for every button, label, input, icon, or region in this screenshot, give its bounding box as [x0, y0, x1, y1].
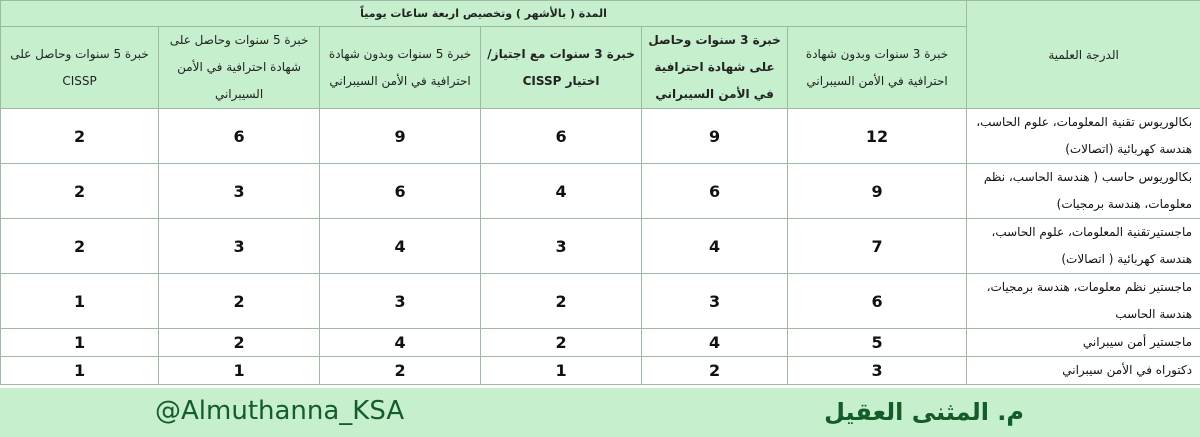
value-cell: 4 [642, 329, 788, 357]
value-cell: 12 [788, 109, 967, 164]
degree-cell: ماجستيرتقنية المعلومات، علوم الحاسب، هندسة كهربائية ( اتصالات) [967, 219, 1200, 274]
value-cell: 6 [788, 274, 967, 329]
value-cell: 1 [159, 357, 320, 385]
table-row [1, 329, 1200, 357]
duration-header: المدة ( بالأشهر ) وتخصيص اربعة ساعات يومياً [1, 1, 967, 27]
value-cell: 1 [481, 357, 642, 385]
table-row [1, 109, 1200, 164]
degree-cell: بكالوريوس تقنية المعلومات، علوم الحاسب، هندسة كهربائية (اتصالات) [967, 109, 1200, 164]
value-cell: 2 [1, 109, 159, 164]
degree-header: الدرجة العلمية [967, 1, 1200, 109]
column-header-6: خبرة 5 سنوات وحاصل على CISSP [1, 27, 159, 109]
value-cell: 4 [320, 329, 481, 357]
value-cell: 3 [642, 274, 788, 329]
value-cell: 2 [1, 164, 159, 219]
value-cell: 1 [1, 329, 159, 357]
table-row [1, 164, 1200, 219]
value-cell: 1 [1, 274, 159, 329]
value-cell: 4 [481, 164, 642, 219]
value-cell: 6 [320, 164, 481, 219]
header-row-top [1, 1, 1200, 27]
value-cell: 4 [642, 219, 788, 274]
value-cell: 2 [642, 357, 788, 385]
value-cell: 3 [320, 274, 481, 329]
degree-cell: ماجستير أمن سيبراني [967, 329, 1200, 357]
degree-cell: بكالوريوس حاسب ( هندسة الحاسب، نظم معلومات، هندسة برمجيات) [967, 164, 1200, 219]
value-cell: 3 [788, 357, 967, 385]
column-header-5: خبرة 5 سنوات وحاصل على شهادة احترافية في الأمن السيبراني [159, 27, 320, 109]
degree-cell: ماجستير نظم معلومات، هندسة برمجيات، هندسة الحاسب [967, 274, 1200, 329]
value-cell: 5 [788, 329, 967, 357]
column-header-1: خبرة 3 سنوات وبدون شهادة احترافية في الأمن السيبراني [788, 27, 967, 109]
table-row [1, 274, 1200, 329]
value-cell: 6 [642, 164, 788, 219]
value-cell: 2 [481, 329, 642, 357]
value-cell: 6 [481, 109, 642, 164]
value-cell: 9 [642, 109, 788, 164]
column-header-3: خبرة 3 سنوات مع اجتياز/اختيار CISSP [481, 27, 642, 109]
value-cell: 9 [320, 109, 481, 164]
column-header-2: خبرة 3 سنوات وحاصل على شهادة احترافية في الأمن السيبراني [642, 27, 788, 109]
value-cell: 7 [788, 219, 967, 274]
value-cell: 3 [159, 219, 320, 274]
footer-bar [0, 388, 1200, 437]
value-cell: 3 [159, 164, 320, 219]
table-row [1, 219, 1200, 274]
author-name: م. المثنى العقيل [824, 398, 1024, 426]
column-header-4: خبرة 5 سنوات وبدون شهادة احترافية في الأمن السيبراني [320, 27, 481, 109]
degree-cell: دكتوراه في الأمن سيبراني [967, 357, 1200, 385]
value-cell: 2 [481, 274, 642, 329]
value-cell: 2 [320, 357, 481, 385]
value-cell: 3 [481, 219, 642, 274]
value-cell: 4 [320, 219, 481, 274]
value-cell: 2 [159, 274, 320, 329]
table-row [1, 357, 1200, 385]
value-cell: 1 [1, 357, 159, 385]
value-cell: 2 [159, 329, 320, 357]
value-cell: 9 [788, 164, 967, 219]
value-cell: 6 [159, 109, 320, 164]
social-handle: @Almuthanna_KSA [155, 396, 405, 426]
value-cell: 2 [1, 219, 159, 274]
